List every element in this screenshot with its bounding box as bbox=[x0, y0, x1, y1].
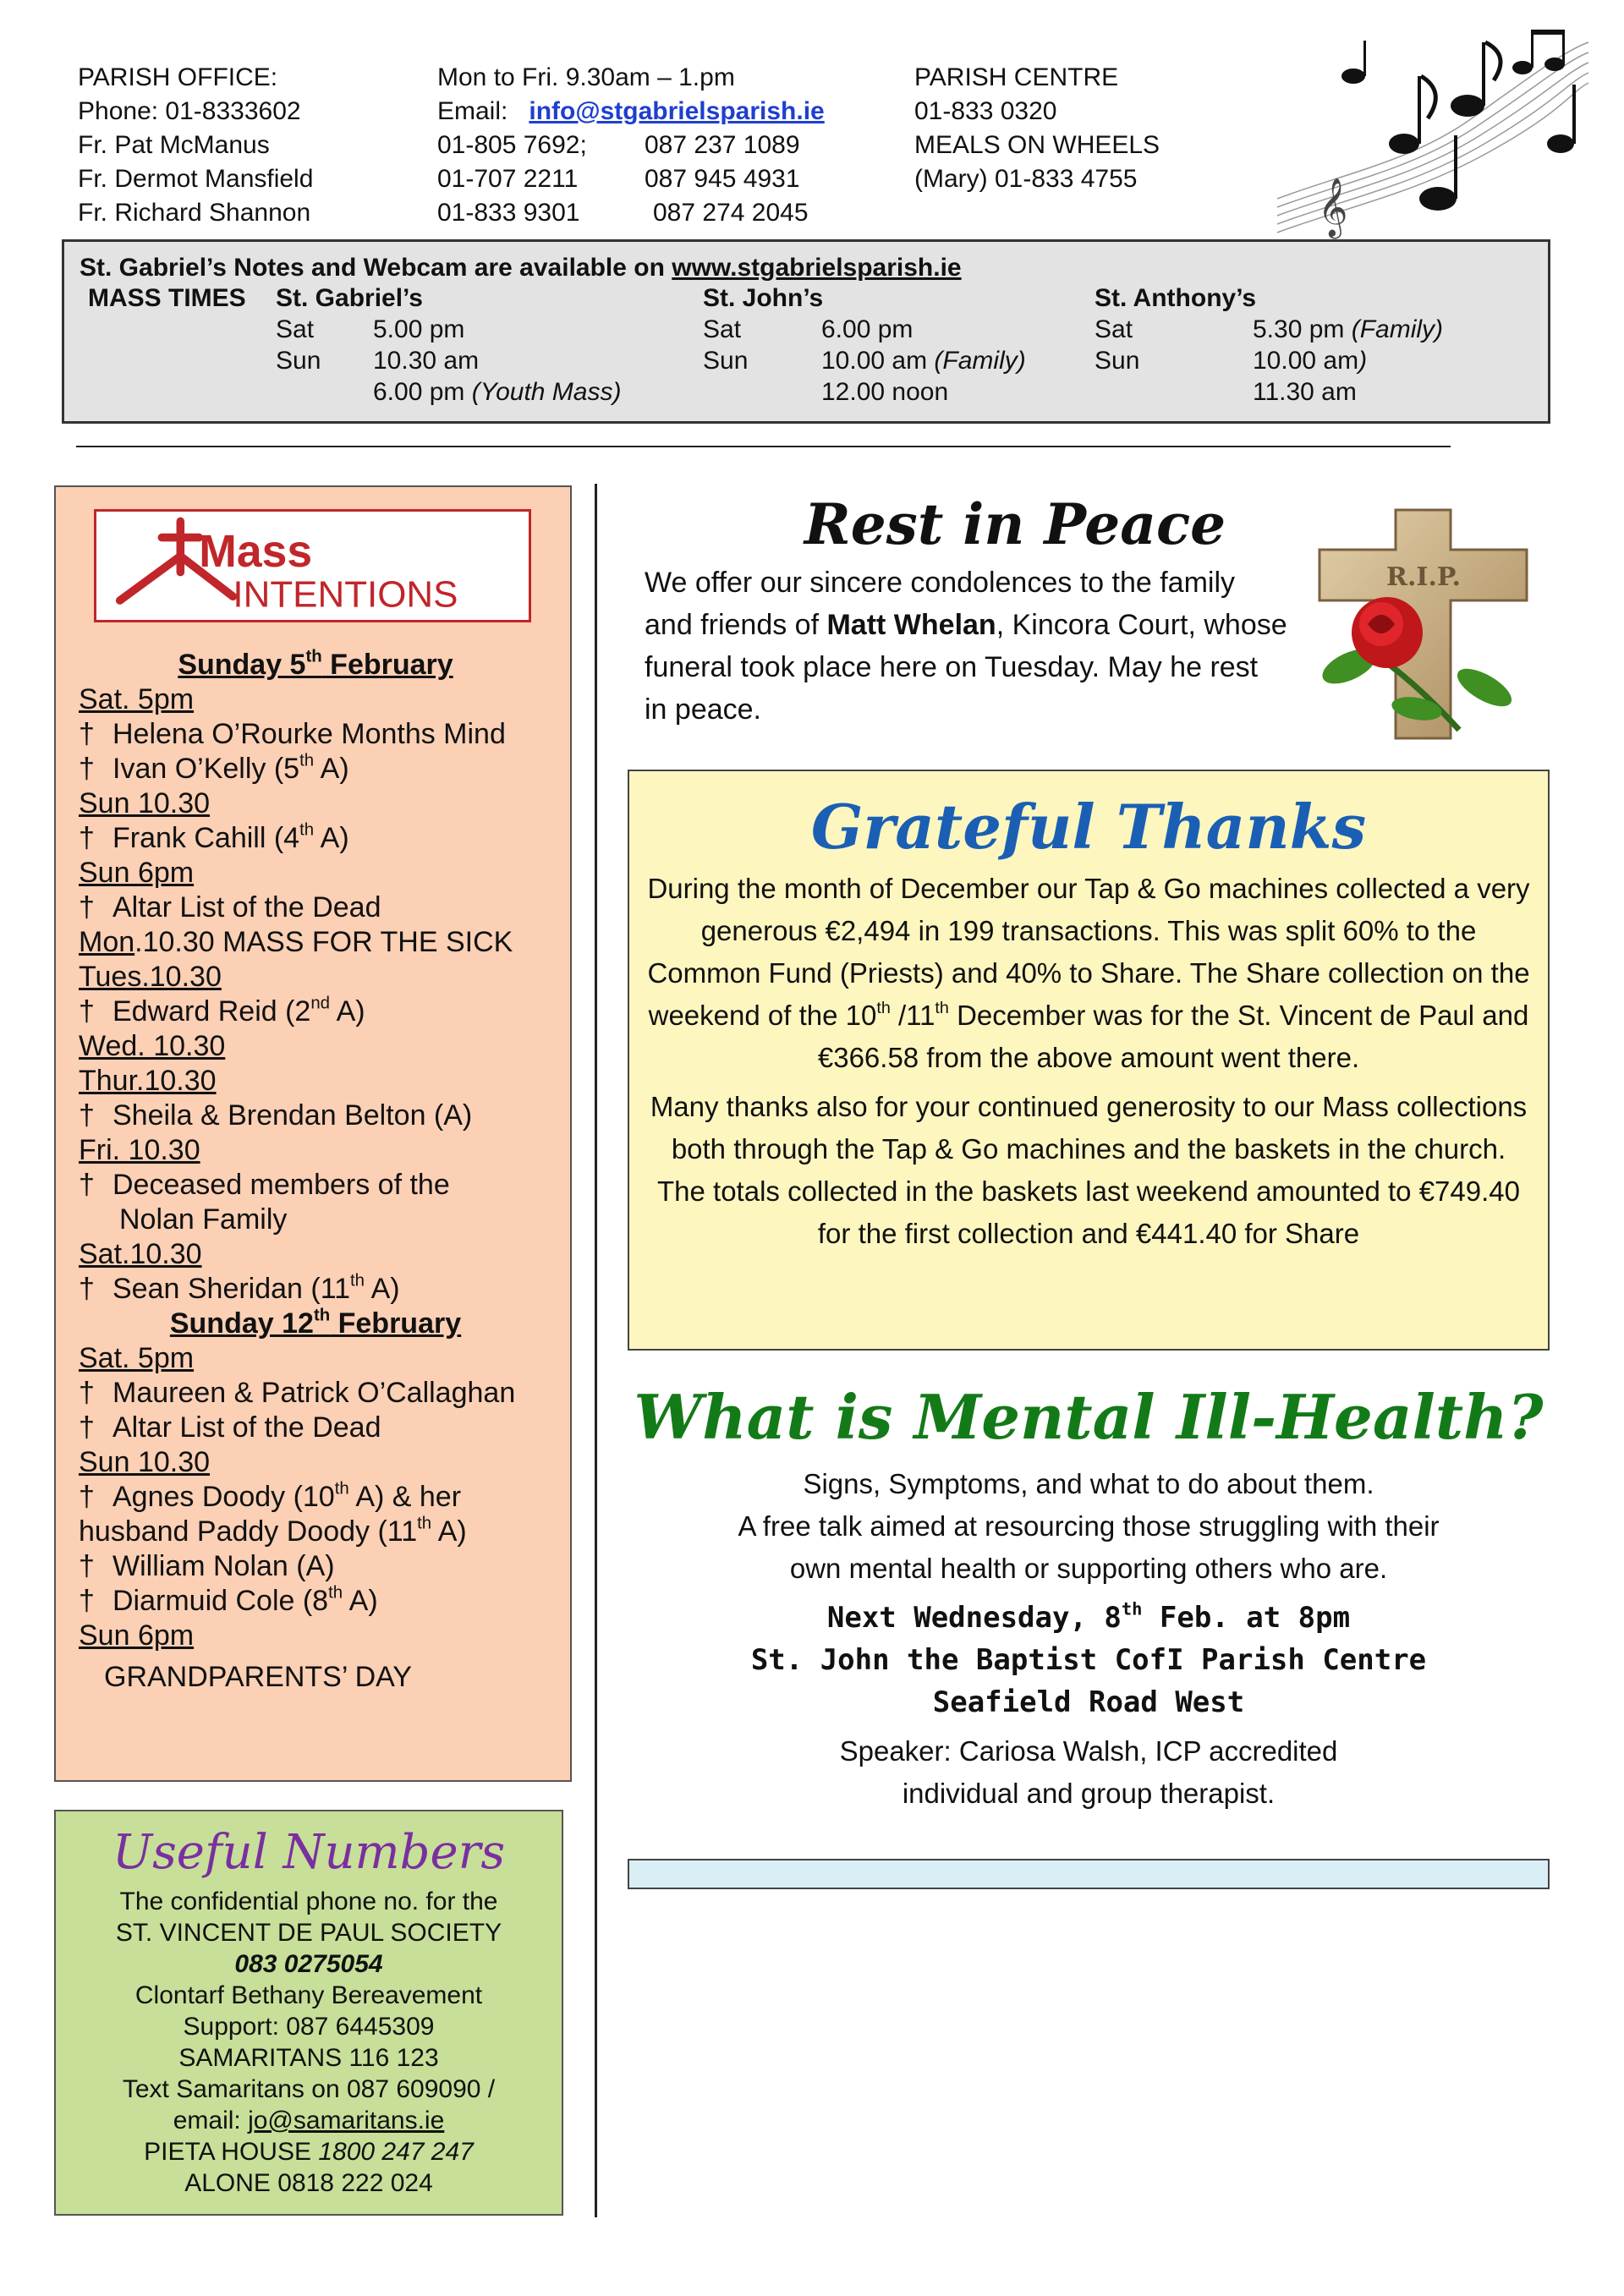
webcam-link[interactable]: www.stgabrielsparish.ie bbox=[672, 254, 962, 282]
p1-part-a: During the month of December our Tap & Go machines collected a very generous €2,494 in 199 transactions. This was split 60% to the Common Fund (Priests) and 40% to Share. The Share collection on the weekend of the 10 bbox=[647, 873, 1530, 1031]
intention-entry bbox=[79, 1099, 561, 1133]
mass-time bbox=[821, 347, 1026, 375]
sunday-heading-pre: Sunday 5 bbox=[178, 649, 306, 681]
anniversary-suffix: A) bbox=[431, 1515, 467, 1548]
intention-entry bbox=[79, 1584, 561, 1619]
cross-icon: † bbox=[79, 718, 95, 750]
mass-time-heading: Thur.10.30 bbox=[79, 1065, 217, 1097]
sunday-heading-post: February bbox=[321, 649, 453, 681]
office-hours: Mon to Fri. 9.30am – 1.pm bbox=[437, 63, 735, 91]
rest-in-peace-text bbox=[645, 562, 1287, 731]
mental-health-title: What is Mental Ill-Health? bbox=[634, 1381, 1544, 1453]
priest-phones bbox=[437, 196, 825, 230]
mass-intentions-panel bbox=[54, 485, 572, 1782]
cross-icon: † bbox=[79, 1169, 95, 1201]
anniversary-ordinal: th bbox=[350, 1271, 365, 1290]
mass-time bbox=[1253, 315, 1443, 344]
cross-icon: † bbox=[79, 1377, 95, 1409]
header-centre-column bbox=[914, 61, 1160, 196]
mass-time: 6.00 pm bbox=[821, 315, 914, 343]
rest-in-peace-title: Rest in Peace bbox=[804, 491, 1226, 557]
pieta-row bbox=[56, 2136, 562, 2167]
header-office-column bbox=[78, 61, 313, 230]
intention-entry bbox=[79, 1549, 561, 1584]
cross-icon: † bbox=[79, 891, 95, 923]
mobile: 087 274 2045 bbox=[653, 199, 809, 227]
intention-entry bbox=[79, 1168, 561, 1203]
priest-phones bbox=[437, 162, 825, 196]
useful-numbers-panel bbox=[54, 1810, 563, 2216]
cross-icon: † bbox=[79, 1099, 95, 1132]
email-label: email: bbox=[173, 2107, 249, 2134]
mass-time-heading: Sun 6pm bbox=[79, 857, 195, 889]
intention-name: Diarmuid Cole (8 bbox=[112, 1585, 329, 1617]
alone-phone: ALONE 0818 222 024 bbox=[184, 2169, 433, 2197]
mh-description-1: A free talk aimed at resourcing those struggling with their bbox=[738, 1510, 1440, 1542]
anniversary-suffix: A) bbox=[365, 1273, 400, 1305]
p1-sup-1: th bbox=[876, 999, 891, 1018]
mobile: 087 945 4931 bbox=[645, 165, 800, 193]
header-contact-column bbox=[437, 61, 825, 230]
pieta-name: PIETA HOUSE bbox=[144, 2138, 319, 2166]
mass-day: Sun bbox=[1095, 347, 1140, 375]
mass-time-heading: Sat. 5pm bbox=[79, 683, 195, 715]
useful-numbers-list bbox=[56, 1886, 562, 2199]
intention-continuation bbox=[79, 1515, 561, 1549]
sunday-heading-post: February bbox=[330, 1307, 462, 1340]
priest-name: Fr. Richard Shannon bbox=[78, 199, 311, 227]
logo-word-mass: Mass bbox=[199, 526, 313, 577]
email-row bbox=[437, 95, 825, 129]
intention-continuation: Nolan Family bbox=[119, 1203, 288, 1236]
mass-time-value: 6.00 pm bbox=[373, 378, 472, 406]
rip-cross-rose-icon bbox=[1315, 506, 1535, 743]
special-day-label: GRANDPARENTS’ DAY bbox=[104, 1661, 412, 1693]
intention-name: Edward Reid (2 bbox=[112, 995, 311, 1027]
mass-day: Sat bbox=[1095, 315, 1133, 343]
meals-on-wheels-phone: (Mary) 01-833 4755 bbox=[914, 165, 1138, 193]
mass-times-box bbox=[62, 239, 1550, 424]
cross-icon: † bbox=[79, 1481, 95, 1513]
intention-entry bbox=[79, 1480, 561, 1515]
mass-time: 5.00 pm bbox=[373, 315, 465, 343]
meals-on-wheels-label: MEALS ON WHEELS bbox=[914, 131, 1160, 159]
mass-time-heading: Sat. 5pm bbox=[79, 1342, 195, 1374]
anniversary-suffix: A) bbox=[314, 753, 349, 785]
grateful-thanks-panel bbox=[628, 770, 1550, 1351]
intention-entry bbox=[79, 752, 561, 786]
mass-time-heading: Wed. 10.30 bbox=[79, 1030, 226, 1062]
sunday-heading-sup: th bbox=[313, 1306, 331, 1325]
p1-part-b: /11 bbox=[890, 1000, 935, 1031]
anniversary-ordinal: th bbox=[334, 1479, 349, 1499]
webcam-text: St. Gabriel’s Notes and Webcam are available on bbox=[80, 254, 672, 282]
mass-day: Sat bbox=[703, 315, 742, 343]
column-divider bbox=[595, 484, 597, 2217]
church-name: St. Gabriel’s bbox=[276, 284, 423, 312]
mass-time-heading: Tues.10.30 bbox=[79, 961, 222, 993]
p1-part-c: December was for the St. Vincent de Paul and €366.58 from the above amount went there. bbox=[817, 1000, 1529, 1073]
intention-entry bbox=[79, 821, 561, 856]
mass-time-value: 5.30 pm bbox=[1253, 315, 1352, 343]
mass-time-heading: Fri. 10.30 bbox=[79, 1134, 200, 1166]
cross-icon: † bbox=[79, 822, 95, 854]
mh-date bbox=[628, 1597, 1550, 1639]
mass-time-heading: Sat.10.30 bbox=[79, 1238, 202, 1270]
mass-note: (Family) bbox=[1351, 315, 1444, 343]
landline: 01-707 2211 bbox=[437, 165, 579, 193]
anniversary-suffix: A) bbox=[343, 1585, 378, 1617]
rip-text-2: , Kincora Court, whose funeral took place here on Tuesday. May he rest in peace. bbox=[645, 609, 1287, 726]
mass-note: (Youth Mass) bbox=[471, 378, 622, 406]
anniversary-ordinal: nd bbox=[310, 994, 331, 1013]
mass-day: Sat bbox=[276, 315, 315, 343]
mass-day: Sun bbox=[276, 347, 321, 375]
priest-name: Fr. Pat McManus bbox=[78, 131, 270, 159]
mh-date-post: Feb. at 8pm bbox=[1142, 1601, 1351, 1635]
mass-time-heading bbox=[79, 925, 561, 960]
collections-paragraph: Many thanks also for your continued generosity to our Mass collections both through the Tap & Go machines and the baskets in the church. The totals collected in the baskets last weekend amounted to €749.40 for the first collection and €441.40 for Share bbox=[650, 1091, 1528, 1249]
divider-line bbox=[76, 446, 1451, 447]
cross-icon: † bbox=[79, 753, 95, 785]
bereavement-name: Clontarf Bethany Bereavement bbox=[134, 1981, 483, 2009]
intention-entry bbox=[79, 1272, 561, 1307]
intention-name: Agnes Doody (10 bbox=[112, 1481, 335, 1513]
sunday-heading bbox=[79, 648, 561, 682]
mental-health-details bbox=[628, 1463, 1550, 1815]
mass-time bbox=[373, 378, 621, 407]
church-name: St. John’s bbox=[703, 284, 824, 312]
mobile: 087 237 1089 bbox=[645, 131, 800, 159]
office-label: PARISH OFFICE: bbox=[78, 63, 278, 91]
rip-text-1: We offer our sincere condolences to the family and friends of bbox=[645, 567, 1235, 641]
mass-time: 12.00 noon bbox=[821, 378, 949, 406]
email-link[interactable]: info@stgabrielsparish.ie bbox=[529, 97, 825, 125]
landline: 01-833 9301 bbox=[437, 199, 580, 227]
mass-note: ) bbox=[1358, 347, 1368, 375]
mass-note: (Family) bbox=[934, 347, 1026, 375]
anniversary-suffix: A) & her bbox=[348, 1481, 462, 1513]
bereavement-phone: Support: 087 6445309 bbox=[183, 2013, 435, 2041]
mh-subtitle: Signs, Symptoms, and what to do about them. bbox=[803, 1468, 1374, 1499]
tap-and-go-paragraph bbox=[629, 868, 1548, 1079]
sunday-heading-sup: th bbox=[305, 647, 322, 666]
cross-icon: † bbox=[79, 1585, 95, 1617]
cross-icon: † bbox=[79, 1273, 95, 1305]
intention-entry bbox=[79, 1376, 561, 1411]
intention-name: Altar List of the Dead bbox=[112, 891, 381, 923]
mass-time: 10.30 am bbox=[373, 347, 480, 375]
parish-centre-label: PARISH CENTRE bbox=[914, 63, 1119, 91]
intention-name: Deceased members of the bbox=[112, 1169, 450, 1201]
mh-speaker-credentials: individual and group therapist. bbox=[902, 1778, 1276, 1809]
intention-entry bbox=[79, 995, 561, 1029]
mass-time-heading: Sun 10.30 bbox=[79, 1446, 211, 1478]
intention-name: Frank Cahill (4 bbox=[112, 822, 300, 854]
rip-label: R.I.P. bbox=[1386, 562, 1461, 592]
intention-name: husband Paddy Doody (11 bbox=[79, 1515, 418, 1548]
svp-name: ST. VINCENT DE PAUL SOCIETY bbox=[115, 1919, 502, 1947]
anniversary-ordinal: th bbox=[299, 751, 315, 770]
mass-time bbox=[1253, 347, 1367, 375]
mass-time-value: 10.00 am bbox=[1253, 347, 1359, 375]
church-name: St. Anthony’s bbox=[1095, 284, 1257, 312]
cross-icon: † bbox=[79, 1550, 95, 1582]
samaritans-text: Text Samaritans on 087 609090 / bbox=[122, 2075, 496, 2103]
samaritans-phone: SAMARITANS 116 123 bbox=[178, 2044, 439, 2072]
intention-name: Sean Sheridan (11 bbox=[112, 1273, 351, 1305]
intention-entry bbox=[79, 890, 561, 925]
intentions-list bbox=[79, 648, 561, 1695]
intention-name: William Nolan (A) bbox=[112, 1550, 335, 1582]
anniversary-ordinal: th bbox=[328, 1583, 343, 1603]
intention-name: Ivan O’Kelly (5 bbox=[112, 753, 300, 785]
mass-times-label: MASS TIMES bbox=[88, 284, 246, 312]
mass-time-heading: Sun 6pm bbox=[79, 1619, 195, 1652]
cross-icon: † bbox=[79, 995, 95, 1027]
landline: 01-805 7692; bbox=[437, 131, 587, 159]
mass-day-label: Mon bbox=[79, 926, 135, 958]
cross-icon: † bbox=[79, 1411, 95, 1444]
sunday-heading-pre: Sunday 12 bbox=[169, 1307, 314, 1340]
svp-phone: 083 0275054 bbox=[234, 1950, 383, 1978]
svp-intro: The confidential phone no. for the bbox=[119, 1888, 498, 1915]
pieta-phone: 1800 247 247 bbox=[318, 2138, 474, 2166]
anniversary-suffix: A) bbox=[314, 822, 349, 854]
deceased-name: Matt Whelan bbox=[826, 609, 996, 641]
p1-sup-2: th bbox=[935, 999, 949, 1018]
office-phone: Phone: 01-8333602 bbox=[78, 97, 301, 125]
mass-intention-text: .10.30 MASS FOR THE SICK bbox=[134, 926, 513, 958]
intention-name: Altar List of the Dead bbox=[112, 1411, 381, 1444]
music-notes-icon bbox=[1269, 17, 1590, 245]
intention-entry bbox=[79, 717, 561, 752]
mass-time: 11.30 am bbox=[1253, 378, 1357, 406]
anniversary-ordinal: th bbox=[417, 1514, 432, 1533]
priest-phones bbox=[437, 129, 825, 162]
anniversary-suffix: A) bbox=[330, 995, 365, 1027]
mh-venue: St. John the Baptist CofI Parish Centre bbox=[750, 1643, 1427, 1677]
samaritans-email-link[interactable]: jo@samaritans.ie bbox=[248, 2107, 445, 2134]
mh-speaker: Speaker: Cariosa Walsh, ICP accredited bbox=[839, 1735, 1338, 1767]
svg-text:𝄞: 𝄞 bbox=[1318, 178, 1348, 237]
intention-entry bbox=[79, 1411, 561, 1445]
grateful-thanks-title: Grateful Thanks bbox=[810, 791, 1367, 863]
mass-day: Sun bbox=[703, 347, 749, 375]
logo-word-intentions: INTENTIONS bbox=[233, 573, 458, 616]
webcam-notice bbox=[80, 254, 962, 282]
mass-time-value: 10.00 am bbox=[821, 347, 935, 375]
intention-name: Sheila & Brendan Belton (A) bbox=[112, 1099, 473, 1132]
anniversary-ordinal: th bbox=[299, 820, 315, 840]
intention-name: Maureen & Patrick O’Callaghan bbox=[112, 1377, 516, 1409]
mh-date-sup: th bbox=[1121, 1598, 1143, 1619]
priest-name: Fr. Dermot Mansfield bbox=[78, 165, 314, 193]
email-label: Email: bbox=[437, 97, 508, 125]
mass-time-heading: Sun 10.30 bbox=[79, 787, 211, 819]
empty-banner bbox=[628, 1859, 1550, 1889]
intention-name: Helena O’Rourke Months Mind bbox=[112, 718, 506, 750]
samaritans-email-row bbox=[56, 2105, 562, 2136]
parish-centre-phone: 01-833 0320 bbox=[914, 97, 1057, 125]
mh-address: Seafield Road West bbox=[932, 1685, 1245, 1719]
sunday-heading bbox=[79, 1307, 561, 1341]
useful-numbers-title: Useful Numbers bbox=[112, 1825, 506, 1880]
mh-date-pre: Next Wednesday, 8 bbox=[826, 1601, 1122, 1635]
mh-description-2: own mental health or supporting others who are. bbox=[789, 1553, 1388, 1584]
mass-intentions-logo bbox=[94, 509, 531, 622]
